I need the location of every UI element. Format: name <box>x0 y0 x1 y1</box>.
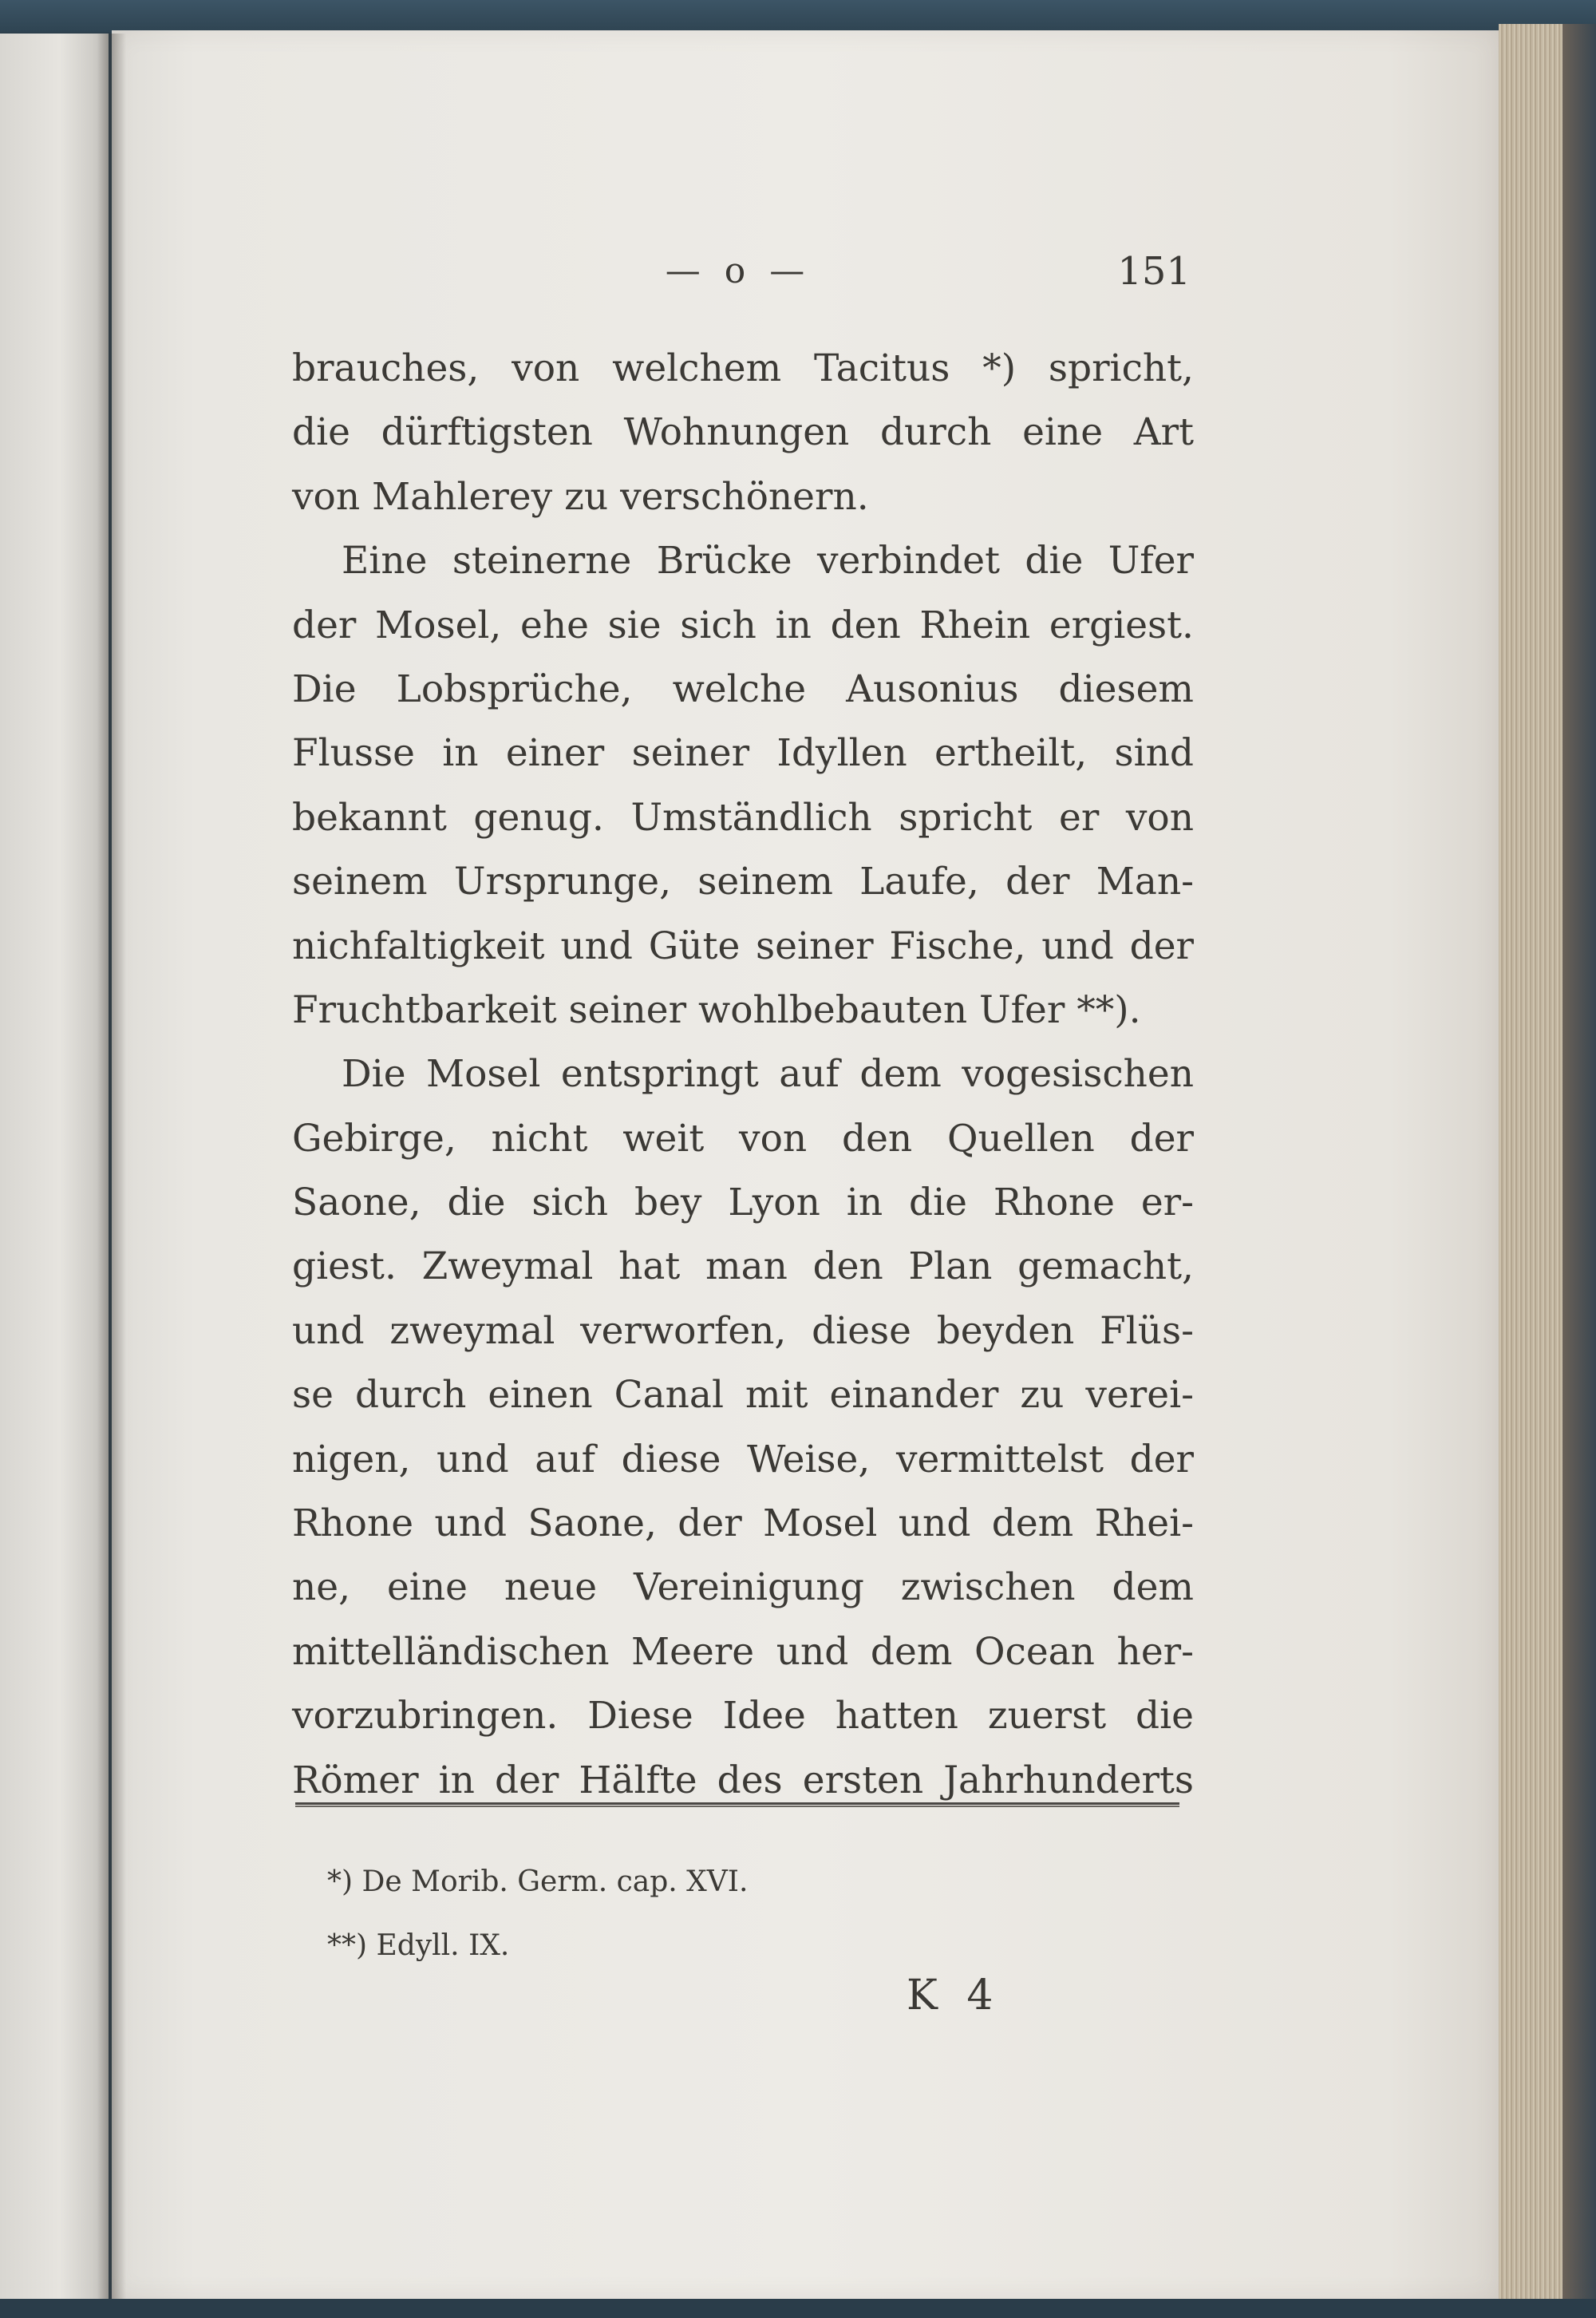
text-line: seinem Ursprunge, seinem Laufe, der Man- <box>292 860 1194 904</box>
text-line: Rhone und Saone, der Mosel und dem Rhei- <box>292 1501 1194 1546</box>
page-number: 151 <box>1117 249 1191 294</box>
footnote: **) Edyll. IX. <box>327 1929 510 1962</box>
text-line: der Mosel, ehe sie sich in den Rhein ergiest. <box>292 603 1194 647</box>
text-line: brauches, von welchem Tacitus *) spricht, <box>292 346 1194 390</box>
text-line: Römer in der Hälfte des ersten Jahrhunderts <box>292 1758 1194 1802</box>
spine-shadow <box>97 34 126 2300</box>
page-block-edges <box>1499 24 1564 2304</box>
text-line: von Mahlerey zu verschönern. <box>292 474 869 519</box>
text-line: nichfaltigkeit und Güte seiner Fische, und der <box>292 924 1194 968</box>
text-line: Die Lobsprüche, welche Ausonius diesem <box>292 667 1194 711</box>
running-head <box>295 239 1191 303</box>
head-ornament: — o — <box>665 251 812 291</box>
cover-edge <box>1562 24 1596 2304</box>
text-line: und zweymal verworfen, diese beyden Flüs- <box>292 1308 1194 1353</box>
footnote-rule <box>295 1802 1179 1807</box>
text-line: vorzubringen. Diese Idee hatten zuerst die <box>292 1694 1194 1738</box>
text-line: bekannt genug. Umständlich spricht er von <box>292 795 1194 840</box>
body-text <box>292 337 1194 1813</box>
footnote: *) De Morib. Germ. cap. XVI. <box>327 1865 749 1898</box>
text-line: ne, eine neue Vereinigung zwischen dem <box>292 1565 1194 1610</box>
text-line: nigen, und auf diese Weise, vermittelst der <box>292 1437 1194 1481</box>
text-line: Eine steinerne Brücke verbindet die Ufer <box>342 539 1194 583</box>
footnotes <box>327 1850 1045 1978</box>
text-line: Fruchtbarkeit seiner wohlbebauten Ufer **). <box>292 987 1141 1032</box>
text-line: se durch einen Canal mit einander zu verei- <box>292 1373 1194 1418</box>
text-line: die dürftigsten Wohnungen durch eine Art <box>292 410 1194 455</box>
text-line: Flusse in einer seiner Idyllen ertheilt, sind <box>292 731 1194 776</box>
text-line: Saone, die sich bey Lyon in die Rhone er- <box>292 1181 1194 1225</box>
text-line: giest. Zweymal hat man den Plan gemacht, <box>292 1244 1194 1289</box>
text-line: mittelländischen Meere und dem Ocean her- <box>292 1629 1194 1674</box>
text-line: Die Mosel entspringt auf dem vogesischen <box>342 1052 1194 1097</box>
book-cover-bottom <box>0 2299 1596 2318</box>
text-line: Gebirge, nicht weit von den Quellen der <box>292 1116 1194 1161</box>
left-page-edge <box>0 34 109 2300</box>
book-cover-top <box>0 0 1596 32</box>
signature-mark: K 4 <box>907 1972 1001 2019</box>
